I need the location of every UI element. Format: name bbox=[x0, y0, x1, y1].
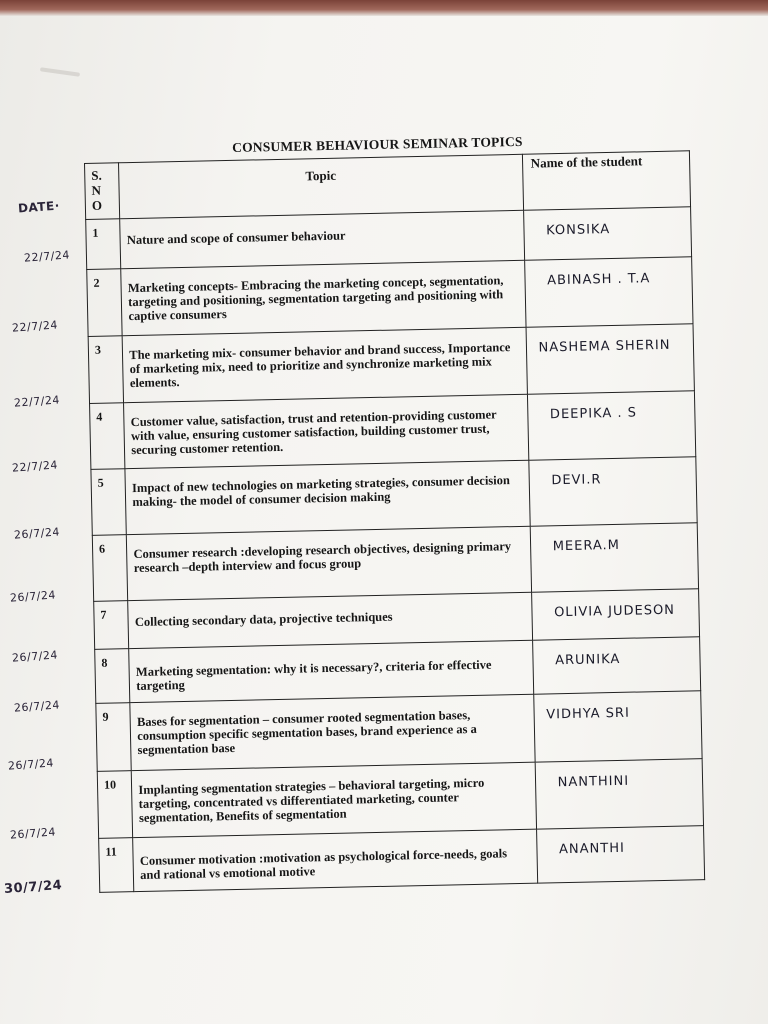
row-sno: 8 bbox=[95, 649, 130, 704]
row-topic: Marketing segmentation: why it is necessary?, criteria for effective targeting bbox=[129, 640, 533, 702]
table-row bbox=[96, 691, 702, 772]
row-sno: 1 bbox=[86, 219, 121, 270]
row-student-name: DEEPIKA . S bbox=[527, 391, 696, 460]
handwritten-date: 22/7/24 bbox=[23, 248, 71, 265]
table-row bbox=[87, 257, 693, 337]
row-student-name: ABINASH . T.A bbox=[524, 257, 693, 327]
document-title: CONSUMER BEHAVIOUR SEMINAR TOPICS bbox=[232, 133, 523, 155]
handwritten-date: 26/7/24 bbox=[13, 525, 61, 542]
handwritten-date: 26/7/24 bbox=[13, 698, 61, 715]
sno-header-line: N bbox=[91, 182, 102, 198]
row-student-name: ANANTHI bbox=[536, 826, 704, 883]
handwritten-date: 22/7/24 bbox=[11, 318, 59, 335]
row-sno: 2 bbox=[87, 269, 123, 337]
row-sno: 6 bbox=[92, 535, 128, 602]
row-student-name: NASHEMA SHERIN bbox=[526, 324, 695, 394]
row-topic: Implanting segmentation strategies – behavioral targeting, micro targeting, concentrated vs differentiated marketing, counter segmentation, Benefits of segmentation bbox=[132, 762, 537, 837]
table-row bbox=[91, 457, 697, 536]
row-sno: 11 bbox=[99, 838, 134, 893]
sno-header bbox=[85, 163, 120, 220]
row-student-name: VIDHYA SRI bbox=[533, 691, 702, 762]
row-sno: 3 bbox=[88, 336, 124, 404]
seminar-table bbox=[84, 150, 705, 893]
row-topic: Impact of new technologies on marketing strategies, consumer decision making- the model of consumer decision making bbox=[125, 460, 530, 534]
row-sno: 9 bbox=[96, 703, 132, 772]
handwritten-date: 22/7/24 bbox=[11, 458, 59, 475]
table-row bbox=[88, 324, 694, 404]
handwritten-date: 26/7/24 bbox=[9, 588, 57, 605]
row-topic: The marketing mix- consumer behavior and brand success, Importance of marketing mix, need to prioritize and synchronize marketing mix elements. bbox=[122, 327, 527, 402]
row-student-name: OLIVIA JUDESON bbox=[531, 589, 699, 640]
row-sno: 7 bbox=[94, 601, 129, 650]
row-sno: 4 bbox=[90, 403, 126, 470]
row-student-name: NANTHINI bbox=[535, 759, 704, 829]
handwritten-date: 26/7/24 bbox=[11, 648, 59, 665]
handwritten-date: 22/7/24 bbox=[13, 393, 61, 410]
row-topic: Collecting secondary data, projective techniques bbox=[128, 592, 532, 648]
row-sno: 5 bbox=[91, 469, 127, 536]
row-student-name: MEERA.M bbox=[530, 523, 699, 592]
sno-header-line: O bbox=[91, 197, 103, 213]
row-topic: Marketing concepts- Embracing the marketing concept, segmentation, targeting and positioning, segmentation targeting and positioning with captive consumers bbox=[121, 260, 526, 335]
row-topic: Nature and scope of consumer behaviour bbox=[120, 210, 524, 268]
row-student-name: ARUNIKA bbox=[532, 637, 700, 694]
table-row bbox=[99, 826, 705, 893]
handwritten-date: 26/7/24 bbox=[9, 825, 57, 842]
row-topic: Customer value, satisfaction, trust and retention-providing customer with value, ensuring customer satisfaction, building customer trust, securing customer retention. bbox=[124, 394, 529, 468]
handwritten-date: 26/7/24 bbox=[7, 756, 55, 773]
table-row bbox=[97, 759, 703, 839]
date-margin bbox=[0, 0, 84, 1024]
row-student-name: DEVI.R bbox=[528, 457, 697, 526]
date-label: DATE· bbox=[17, 198, 61, 216]
background-edge bbox=[0, 0, 768, 16]
row-topic: Consumer research :developing research objectives, designing primary research –depth interview and focus group bbox=[127, 526, 532, 600]
sno-header-line: S. bbox=[91, 167, 102, 183]
table-row bbox=[90, 391, 696, 470]
row-sno: 10 bbox=[97, 771, 133, 839]
table-row bbox=[92, 523, 698, 602]
table-body bbox=[86, 207, 705, 893]
student-name-header: Name of the student bbox=[522, 151, 691, 210]
handwritten-date: 30/7/24 bbox=[3, 877, 63, 898]
seminar-table-wrapper bbox=[84, 150, 705, 907]
row-topic: Consumer motivation :motivation as psychological force-needs, goals and rational vs emotional motive bbox=[133, 829, 537, 891]
row-topic: Bases for segmentation – consumer rooted segmentation bases, consumption specific segmentation bases, brand experience as a segmentation base bbox=[130, 694, 535, 770]
topic-header: Topic bbox=[119, 154, 523, 218]
row-student-name: KONSIKA bbox=[523, 207, 691, 260]
